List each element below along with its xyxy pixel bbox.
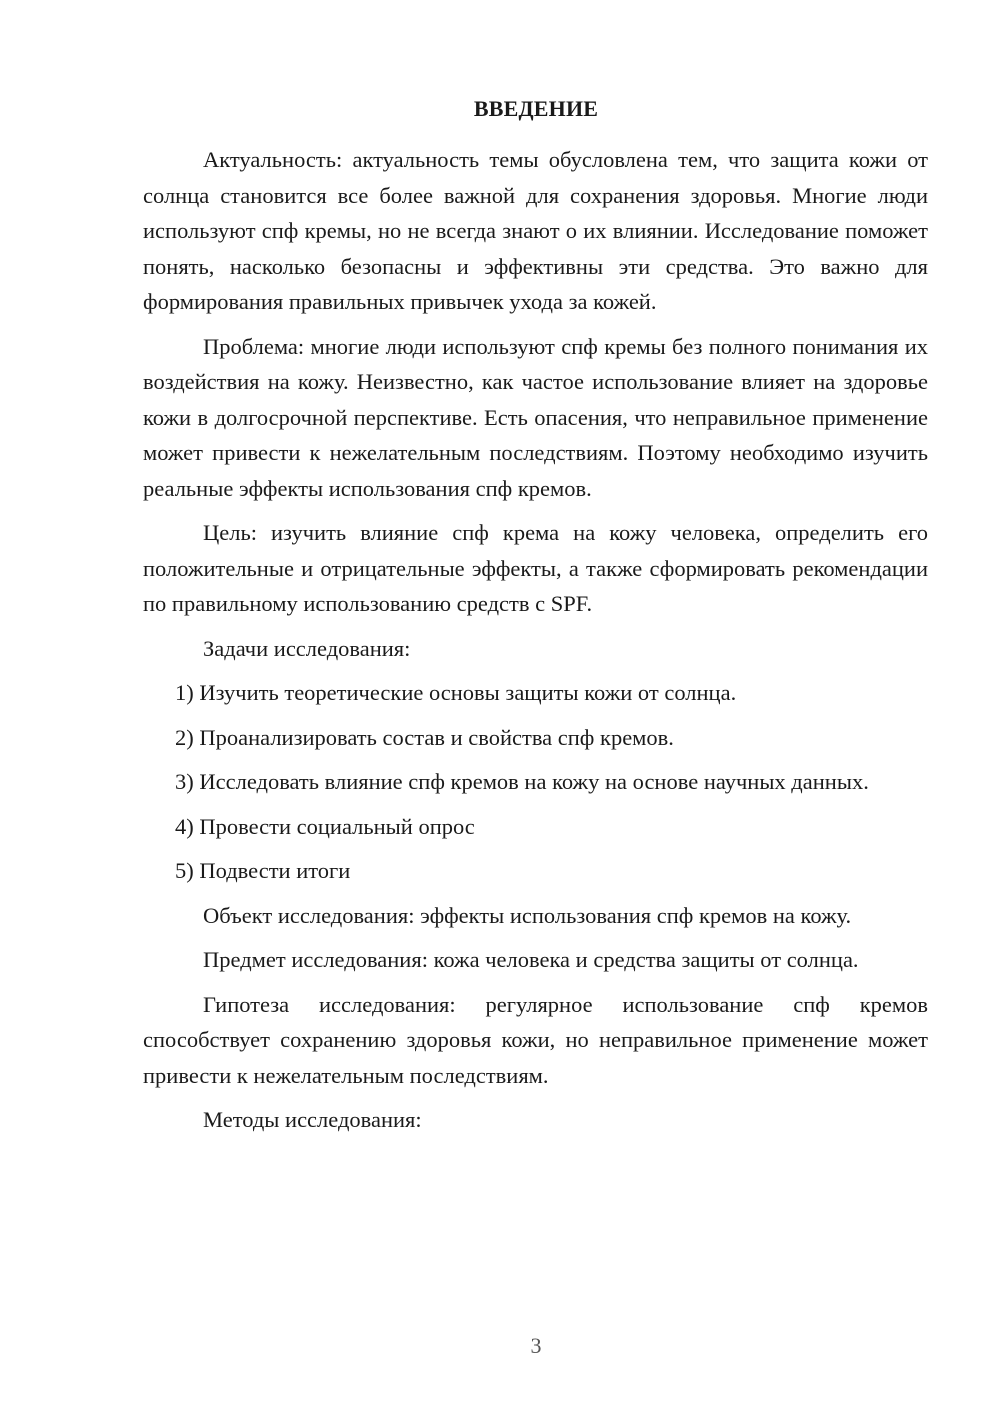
paragraph-goal: Цель: изучить влияние спф крема на кожу человека, определить его положительные и отрицательные эффекты, а также сформировать рекомендации по правильному использованию средств с SPF. <box>143 520 928 616</box>
list-item-task-5: 5) Подвести итоги <box>175 858 351 883</box>
list-item-task-4: 4) Провести социальный опрос <box>175 813 475 839</box>
page-title: ВВЕДЕНИЕ <box>473 96 599 121</box>
paragraph-hypothesis: Гипотеза исследования: регулярное использование спф кремов способствует сохранению здоровья кожи, но неправильное применение может привести к нежелательным последствиям. <box>143 991 928 1088</box>
paragraph-subject: Предмет исследования: кожа человека и средства защиты от солнца. <box>203 947 859 972</box>
paragraph-relevance: Актуальность: актуальность темы обусловлена тем, что защита кожи от солнца становится все более важной для сохранения здоровья. Многие люди используют спф кремы, но не всегда знают о их влиянии. Исследование поможет понять, насколько безопасны и эффективны эти средства. Это важно для формирования правильных привычек ухода за кожей. <box>143 147 928 314</box>
paragraph-object: Объект исследования: эффекты использования спф кремов на кожу. <box>203 902 852 928</box>
paragraph-tasks-heading: Задачи исследования: <box>203 635 411 661</box>
paragraph-problem: Проблема: многие люди используют спф кремы без полного понимания их воздействия на кожу. Неизвестно, как частое использование влияет на здоровье кожи в долгосрочной перспективе. Есть опасения, что неправильное применение может привести к нежелательным последствиям. Поэтому необходимо изучить реальные эффекты использования спф кремов. <box>143 333 928 501</box>
document-body <box>143 142 928 1147</box>
list-item-task-2: 2) Проанализировать состав и свойства спф кремов. <box>175 724 674 750</box>
list-item-task-1: 1) Изучить теоретические основы защиты кожи от солнца. <box>175 680 737 705</box>
paragraph-methods-heading: Методы исследования: <box>203 1107 422 1132</box>
page-number: 3 <box>530 1333 542 1358</box>
list-item-task-3: 3) Исследовать влияние спф кремов на кожу на основе научных данных. <box>175 769 869 794</box>
